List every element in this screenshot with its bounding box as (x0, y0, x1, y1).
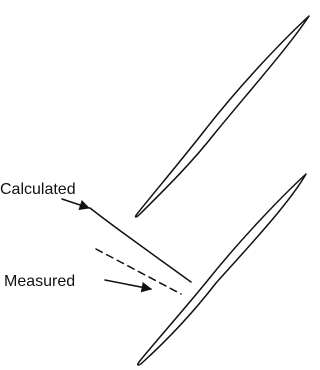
calculated-line (90, 208, 191, 282)
calculated-arrow (62, 199, 89, 208)
measured-arrow (105, 280, 151, 289)
lower-blade (138, 174, 306, 365)
calculated-label: Calculated (0, 181, 76, 198)
measured-label: Measured (4, 273, 76, 290)
upper-blade (136, 16, 309, 217)
